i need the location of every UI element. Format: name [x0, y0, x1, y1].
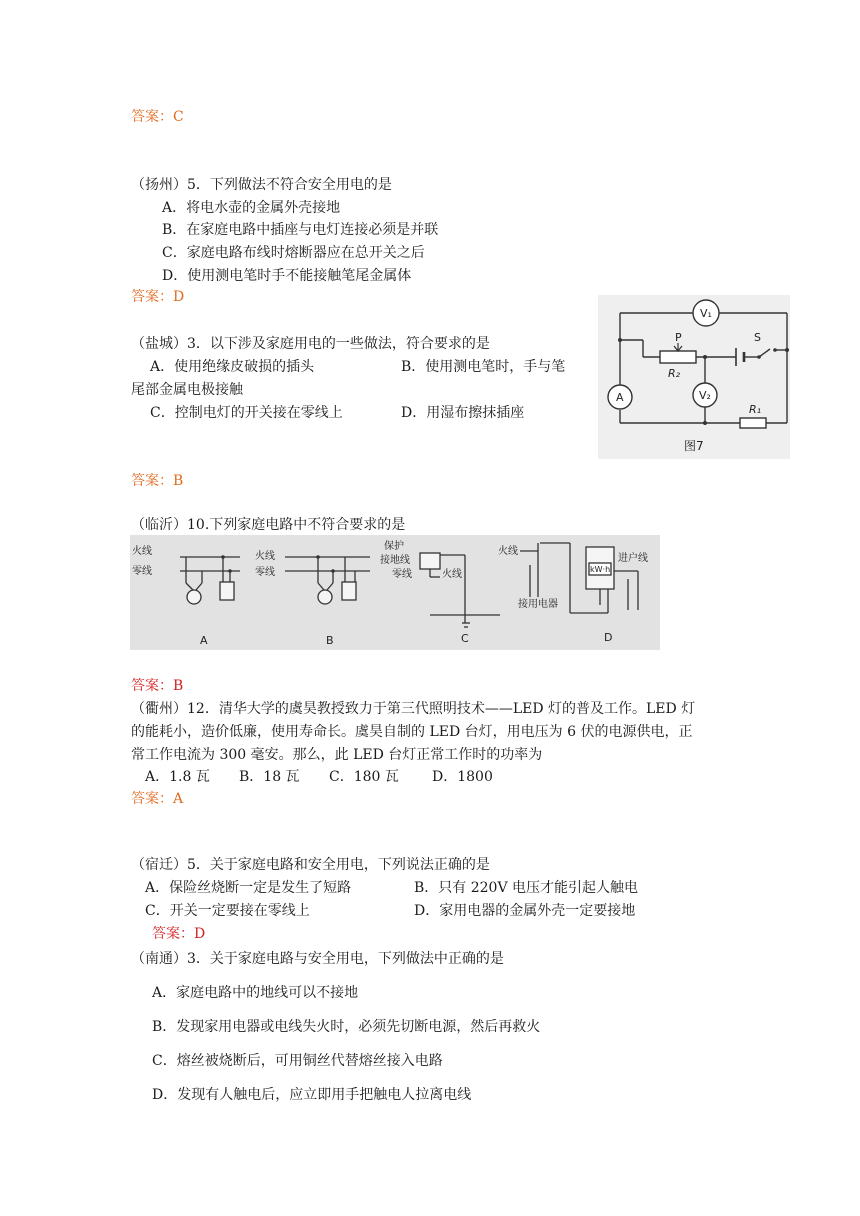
appliance-label: 接用电器	[518, 599, 558, 610]
option-a: A．1.8 瓦	[145, 769, 210, 785]
option-b: B．只有 220V 电压才能引起人触电	[414, 880, 639, 896]
option-a: A．将电水壶的金属外壳接地	[162, 200, 341, 216]
junction-dot	[785, 348, 789, 352]
question-line: （衢州）12．清华大学的虞昊教授致力于第三代照明技术——LED 灯的普及工作。LED 灯	[131, 701, 696, 717]
option-c: C．180 瓦	[329, 769, 399, 785]
question-line: 常工作电流为 300 毫安。那么，此 LED 台灯正常工作时的功率为	[131, 747, 543, 763]
option-d: D．用湿布擦抹插座	[401, 405, 525, 421]
option-b: B．使用测电笔时，手与笔	[401, 359, 566, 375]
option-c: C．家庭电路布线时熔断器应在总开关之后	[162, 245, 425, 261]
junction-dot	[221, 555, 225, 559]
figure-caption: 图7	[684, 439, 704, 453]
option-c: C．熔丝被烧断后，可用铜丝代替熔丝接入电路	[152, 1053, 443, 1069]
neutral-wire-label: 零线	[392, 569, 412, 580]
option-b: B．18 瓦	[239, 769, 300, 785]
circuit-label-c: C	[461, 632, 469, 645]
incoming-line-label: 进户线	[618, 553, 648, 564]
answer-label: 答案：B	[131, 473, 184, 489]
option-b-continued: 尾部金属电极接触	[131, 382, 243, 398]
household-circuit-figure	[130, 535, 660, 650]
junction-dot	[228, 569, 232, 573]
question-stem: （宿迁）5．关于家庭电路和安全用电，下列说法正确的是	[131, 857, 490, 873]
question-stem: （临沂）10.下列家庭电路中不符合要求的是	[131, 517, 406, 533]
junction-dot	[618, 338, 622, 342]
option-a: A．家庭电路中的地线可以不接地	[152, 985, 359, 1001]
r2-label: R₂	[668, 367, 681, 380]
neutral-wire-label: 零线	[255, 567, 275, 578]
slider-arrow	[674, 343, 682, 351]
circuit-label-b: B	[326, 634, 334, 647]
option-c: C．控制电灯的开关接在零线上	[150, 405, 343, 421]
question-stem: （南通）3．关于家庭电路与安全用电，下列做法中正确的是	[131, 951, 504, 967]
live-wire-label: 火线	[498, 546, 518, 557]
answer-label: 答案：D	[152, 926, 206, 942]
option-d: D．发现有人触电后，应立即用手把触电人拉离电线	[152, 1087, 472, 1103]
r1-label: R₁	[749, 403, 762, 416]
circuit-label-a: A	[200, 634, 208, 647]
v1-label: V₁	[700, 307, 712, 320]
junction-dot	[316, 555, 320, 559]
meter-label: kW·h	[590, 565, 611, 574]
p-label: P	[675, 331, 682, 344]
ground-wire-label: 接地线	[380, 555, 410, 566]
question-line: 的能耗小，造价低廉，使用寿命长。虞昊自制的 LED 台灯，用电压为 6 伏的电源供电，正	[131, 724, 693, 740]
option-c: C．开关一定要接在零线上	[145, 903, 310, 919]
resistor-r1	[740, 418, 766, 428]
switch-contact	[757, 355, 761, 359]
ammeter-label: A	[616, 391, 624, 404]
option-d: D．1800	[432, 769, 493, 785]
live-wire-label: 火线	[442, 569, 462, 580]
option-d: D．家用电器的金属外壳一定要接地	[414, 903, 636, 919]
v2-label: V₂	[699, 389, 711, 402]
option-d: D．使用测电笔时手不能接触笔尾金属体	[162, 268, 412, 284]
option-b: B．在家庭电路中插座与电灯连接必须是并联	[162, 222, 439, 238]
junction-dot	[331, 569, 335, 573]
junction-dot	[703, 421, 707, 425]
circuit-figure-7	[598, 295, 790, 459]
junction-dot	[703, 355, 707, 359]
bulb-b	[318, 590, 332, 604]
switch-contact	[773, 348, 777, 352]
neutral-wire-label: 零线	[132, 566, 152, 577]
answer-label: 答案：B	[131, 678, 184, 694]
option-b: B．发现家用电器或电线失火时，必须先切断电源，然后再救火	[152, 1019, 541, 1035]
answer-label: 答案：C	[131, 109, 184, 125]
s-label: S	[754, 331, 761, 344]
live-wire-label: 火线	[132, 546, 152, 557]
resistor-r2	[660, 351, 696, 363]
protect-label: 保护	[384, 541, 404, 552]
option-a: A．保险丝烧断一定是发生了短路	[145, 880, 352, 896]
live-wire-label: 火线	[255, 551, 275, 562]
answer-label: 答案：A	[131, 791, 184, 807]
option-a: A．使用绝缘皮破损的插头	[150, 359, 315, 375]
question-stem: （扬州）5．下列做法不符合安全用电的是	[131, 177, 392, 193]
question-stem: （盐城）3．以下涉及家庭用电的一些做法，符合要求的是	[131, 336, 490, 352]
answer-label: 答案：D	[131, 289, 185, 305]
bulb-a	[187, 590, 201, 604]
circuit-label-d: D	[604, 631, 613, 644]
